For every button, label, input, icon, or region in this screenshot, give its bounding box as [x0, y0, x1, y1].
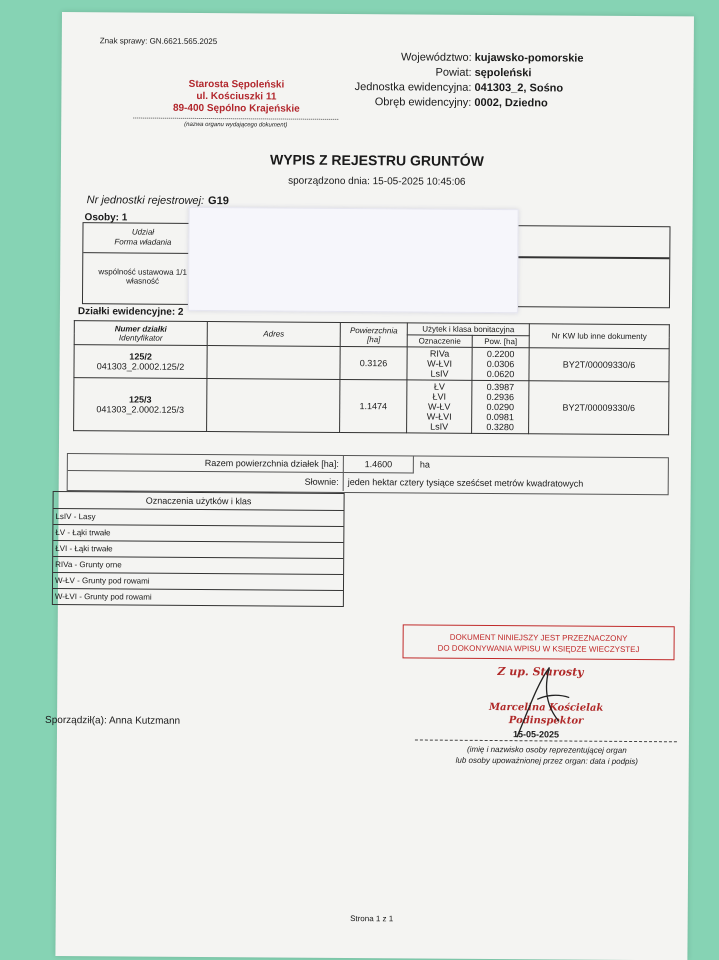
case-number: Znak sprawy: GN.6621.565.2025	[99, 36, 218, 47]
signature-date: 15-05-2025	[512, 729, 560, 740]
organ-line-2: ul. Kościuszki 11	[196, 90, 277, 103]
area-ha-cell: 0.3987 0.2936 0.0290 0.0981 0.3280	[472, 380, 529, 433]
ownership-form-value: własność	[126, 276, 160, 286]
area-ha-cell: 0.2200 0.0306 0.0620	[472, 347, 529, 380]
persons-header	[83, 223, 203, 254]
table-row	[74, 378, 669, 435]
address-cell	[207, 346, 340, 380]
persons-label: Osoby: 1	[84, 212, 128, 224]
signer-name: Marcelina Kościelak	[488, 701, 604, 714]
ownership-form-header: Forma władania	[114, 237, 172, 247]
organ-divider	[133, 118, 338, 120]
registry-values	[474, 51, 583, 112]
stamp-line-1: DOKUMENT NINIEJSZY JEST PRZEZNACZONY	[449, 632, 628, 643]
registry-label-precinct: Obręb ewidencyjny:	[374, 96, 472, 109]
col-kw: Nr KW lub inne dokumenty	[529, 324, 669, 349]
kw-cell: BY2T/00009330/6	[529, 348, 669, 382]
organ-line-1: Starosta Sępoleński	[188, 78, 285, 91]
list-item: ŁV - Łąki trwałe	[53, 525, 343, 543]
col-parcel	[74, 321, 207, 346]
unit-label: Nr jednostki rejestrowej:	[86, 194, 205, 207]
share-value: wspólność ustawowa 1/1	[98, 267, 187, 277]
parcel-cell	[74, 345, 207, 379]
address-cell	[207, 379, 340, 433]
col-parcel-number: Numer działki	[114, 323, 167, 334]
parcels-header-row	[74, 321, 669, 337]
legend-title: Oznaczenia użytków i klas	[54, 492, 344, 511]
col-designation: Oznaczenie	[407, 335, 472, 347]
list-item: LsIV - Lasy	[53, 509, 343, 527]
signer-role: Podinspektor	[508, 715, 584, 727]
unit-value: G19	[208, 195, 229, 208]
registry-value-voivodeship: kujawsko-pomorskie	[474, 51, 584, 65]
designation-cell: RIVa W-ŁVI LsIV	[407, 347, 472, 380]
list-item: W-ŁV - Grunty pod rowami	[53, 573, 343, 591]
landuse-legend	[52, 491, 345, 607]
signature-line	[415, 739, 677, 742]
designation-cell: ŁV ŁVI W-ŁV W-ŁVI LsIV	[407, 380, 472, 433]
organ-line-3: 89-400 Sępólno Krajeńskie	[172, 102, 300, 115]
stamp-line-2: DO DOKONYWANIA WPISU W KSIĘDZE WIECZYSTEJ	[437, 643, 640, 655]
area-summary	[67, 453, 669, 495]
parcels-label: Działki ewidencyjne: 2	[77, 306, 184, 318]
list-item: ŁVI - Łąki trwałe	[53, 541, 343, 559]
total-area-unit: ha	[419, 459, 430, 470]
parcels-table	[73, 320, 670, 435]
registry-label-county: Powiat:	[435, 66, 472, 79]
words-value: jeden hektar cztery tysiące sześćset metrów kwadratowych	[347, 477, 584, 489]
issue-date: sporządzono dnia: 15-05-2025 10:45:06	[288, 175, 466, 188]
registry-value-unit: 041303_2, Sośno	[474, 81, 564, 95]
list-item: W-ŁVI - Grunty pod rowami	[54, 591, 152, 602]
area-cell: 0.3126	[340, 346, 407, 379]
zup-stamp: Z up. Starosty	[497, 665, 584, 679]
col-address: Adres	[207, 322, 340, 347]
area-cell: 1.1474	[340, 379, 407, 432]
total-area-label: Razem powierzchnia działek [ha]:	[68, 454, 344, 473]
col-area: Powierzchnia [ha]	[340, 322, 407, 346]
registry-label-unit: Jednostka ewidencyjna:	[354, 81, 472, 94]
share-header: Udział	[131, 227, 155, 237]
registry-value-precinct: 0002, Dziedno	[474, 96, 548, 110]
parcel-number: 125/2	[129, 351, 152, 362]
registry-label-voivodeship: Województwo:	[400, 51, 472, 64]
parcel-identifier: 041303_2.0002.125/3	[96, 404, 185, 415]
purpose-stamp	[402, 624, 674, 660]
table-row	[74, 345, 669, 382]
total-area-value: 1.4600	[344, 456, 414, 473]
list-item: RIVa - Grunty orne	[53, 557, 343, 575]
col-identifier: Identyfikator	[118, 332, 163, 343]
persons-row	[83, 253, 203, 304]
col-area-ha: Pow. [ha]	[472, 335, 529, 347]
registration-unit	[87, 194, 229, 207]
redaction-overlay	[188, 207, 519, 313]
parcel-identifier: 041303_2.0002.125/2	[96, 361, 185, 372]
organ-caption: (nazwa organu wydającego dokument)	[184, 121, 288, 129]
signature-caption	[407, 743, 687, 767]
registry-labels	[281, 50, 471, 111]
signature-caption-1: (imię i nazwisko osoby reprezentującej organ	[467, 744, 627, 755]
prepared-by: Sporządził(a): Anna Kutzmann	[45, 714, 181, 727]
kw-cell: BY2T/00009330/6	[529, 381, 669, 435]
page-number: Strona 1 z 1	[350, 914, 394, 924]
document-page	[45, 12, 694, 960]
parcel-cell	[74, 378, 207, 432]
words-label: Słownie:	[68, 471, 344, 491]
registry-value-county: sępoleński	[474, 66, 532, 80]
parcel-number: 125/3	[128, 394, 152, 405]
signature-caption-2: lub osoby upoważnionej przez organ: data i podpis)	[455, 755, 638, 767]
document-title: WYPIS Z REJESTRU GRUNTÓW	[269, 151, 484, 169]
col-landuse: Użytek i klasa bonitacyjna	[407, 323, 529, 336]
